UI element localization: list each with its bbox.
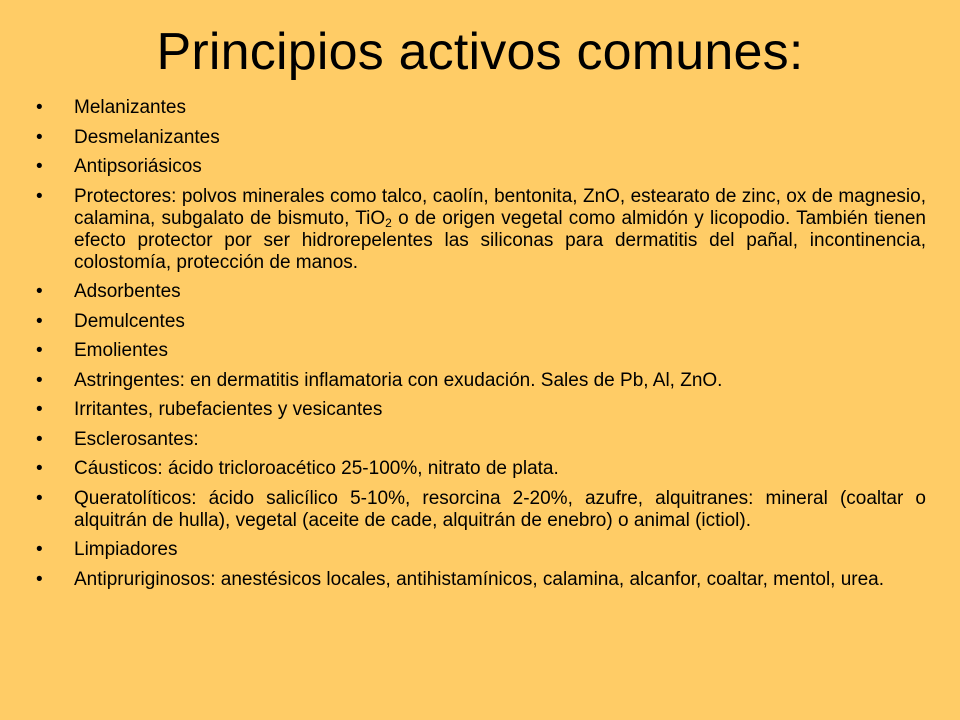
protectores-text-part2: o de origen vegetal como almidón y licopodio. También tienen efecto protector por ser hidrorepelentes las siliconas para dermatitis del pañal, incontinencia, colostomía, protección de manos. [74, 207, 926, 273]
bullet-icon: • [36, 97, 43, 118]
bullet-icon: • [36, 156, 43, 177]
list-item-text [74, 186, 926, 274]
bullet-icon: • [36, 281, 43, 302]
protectores-text-part1: Protectores: polvos minerales como talco, caolín, bentonita, ZnO, estearato de zinc, ox de magnesio, calamina, subgalato de bismuto, TiO [74, 185, 926, 229]
subscript-2: 2 [385, 215, 392, 230]
bullet-icon: • [36, 126, 43, 148]
list-item [36, 340, 926, 362]
bullet-icon: • [36, 568, 43, 590]
list-item [36, 127, 926, 149]
list-item-text: Emolientes [74, 340, 168, 361]
list-item-text: Limpiadores [74, 539, 178, 560]
list-item-text: Antipsoriásicos [74, 156, 202, 177]
bullet-icon: • [36, 340, 43, 361]
list-item [36, 488, 926, 532]
list-item-text: Astringentes: en dermatitis inflamatoria con exudación. Sales de Pb, Al, ZnO. [74, 369, 723, 391]
list-item [36, 429, 926, 451]
bullet-icon: • [36, 458, 43, 479]
list-item-text: Demulcentes [74, 310, 185, 332]
bullet-icon: • [36, 428, 43, 450]
list-item-text: Melanizantes [74, 97, 186, 118]
bullet-icon: • [36, 487, 43, 509]
list-item [36, 311, 926, 333]
list-item [36, 156, 926, 178]
list-item-text: Antipruriginosos: anestésicos locales, antihistamínicos, calamina, alcanfor, coaltar, mentol, urea. [74, 568, 885, 590]
list-item [36, 569, 926, 591]
list-item [36, 399, 926, 421]
bullet-icon: • [36, 310, 43, 332]
list-item-text: Queratolíticos: ácido salicílico 5-10%, resorcina 2-20%, azufre, alquitranes: mineral (coaltar o alquitrán de hulla), vegetal (aceite de cade, alquitrán de enebro) o animal (ictiol). [74, 487, 926, 531]
slide-title: Principios activos comunes: [156, 23, 804, 81]
list-item-text: Esclerosantes: [74, 428, 199, 450]
list-item [36, 539, 926, 561]
list-item [36, 370, 926, 392]
bullet-list [36, 97, 926, 598]
bullet-icon: • [36, 185, 43, 207]
bullet-icon: • [36, 369, 43, 391]
list-item-text: Irritantes, rubefacientes y vesicantes [74, 399, 383, 420]
bullet-icon: • [36, 539, 43, 560]
list-item [36, 458, 926, 480]
list-item [36, 281, 926, 303]
list-item-text: Cáusticos: ácido tricloroacético 25-100%, nitrato de plata. [74, 458, 559, 479]
list-item [36, 97, 926, 119]
bullet-icon: • [36, 399, 43, 420]
list-item-text: Adsorbentes [74, 281, 181, 302]
list-item [36, 186, 926, 274]
list-item-text: Desmelanizantes [74, 126, 220, 148]
